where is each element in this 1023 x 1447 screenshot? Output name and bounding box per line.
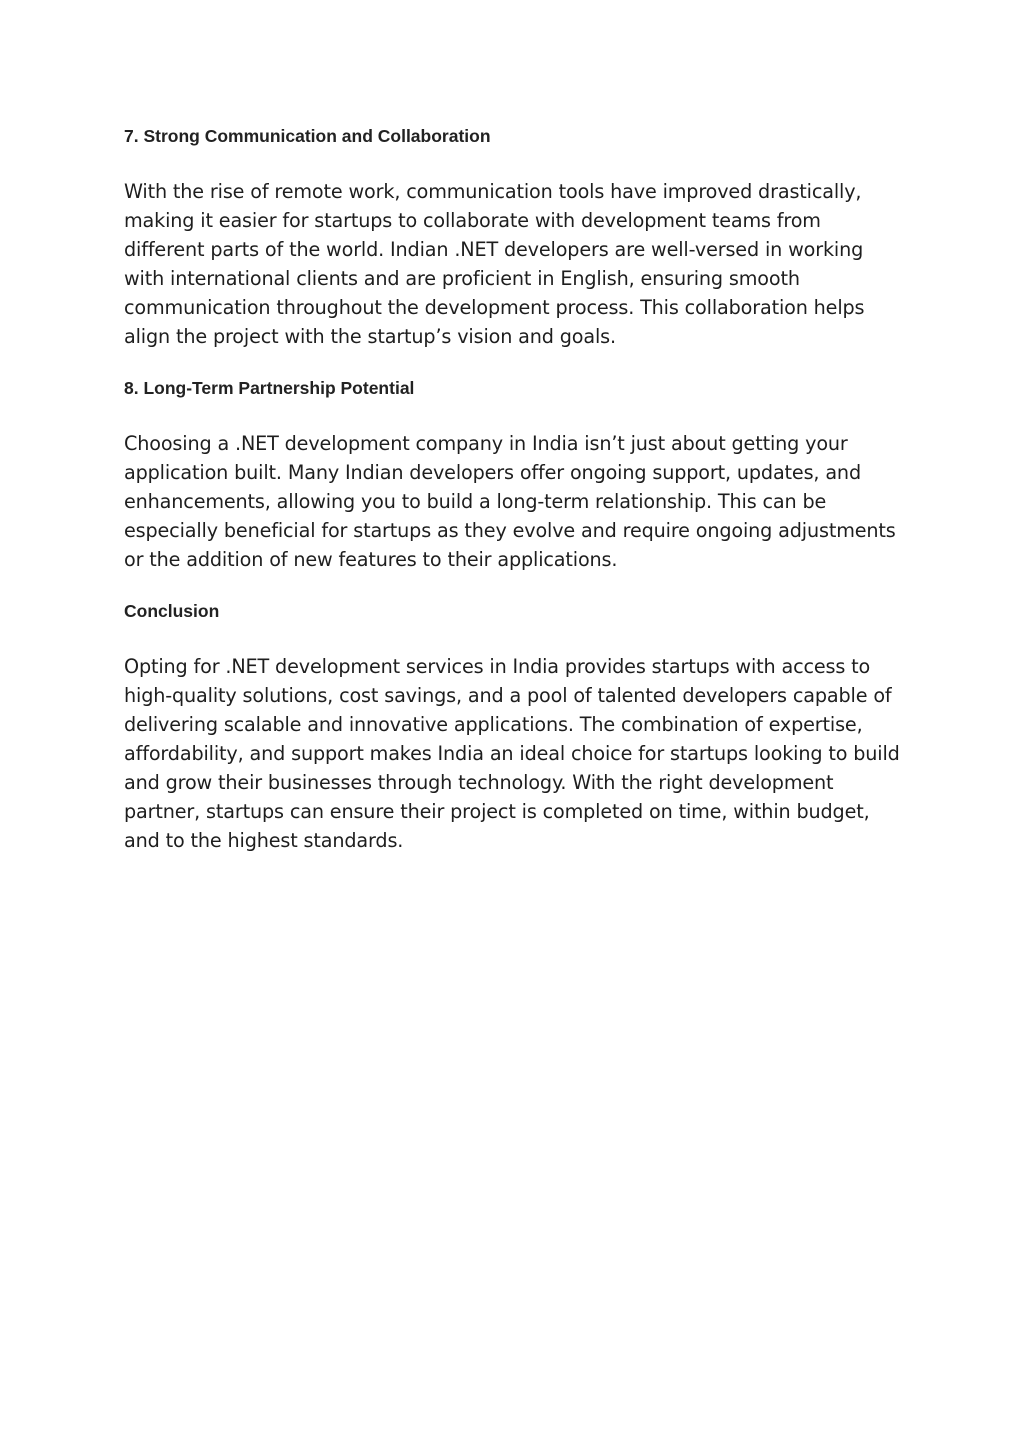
section-body-conclusion: Opting for .NET development services in India provides startups with access to high-quality solutions, cost savings, and a pool of talented developers capable of delivering scalable and innovative applications. The combination of expertise, affordability, and support makes India an ideal choice for startups looking to build and grow their businesses through technology. With the right development partner, startups can ensure their project is completed on time, within budget, and to the highest standards. bbox=[124, 655, 900, 852]
section-heading-partnership: 8. Long-Term Partnership Potential bbox=[124, 378, 415, 398]
section-body-communication: With the rise of remote work, communication tools have improved drastically, making it easier for startups to collaborate with development teams from different parts of the world. Indian .NET developers are well-versed in working with international clients and are proficient in English, ensuring smooth communication throughout the development process. This collaboration helps align the project with the startup’s vision and goals. bbox=[124, 180, 865, 348]
section-heading-conclusion: Conclusion bbox=[124, 601, 220, 621]
section-heading-communication: 7. Strong Communication and Collaboration bbox=[124, 126, 491, 146]
section-body-partnership: Choosing a .NET development company in India isn’t just about getting your application built. Many Indian developers offer ongoing support, updates, and enhancements, allowing you to build a long-term relationship. This can be especially beneficial for startups as they evolve and require ongoing adjustments or the addition of new features to their applications. bbox=[124, 432, 896, 571]
document-content bbox=[124, 124, 900, 855]
